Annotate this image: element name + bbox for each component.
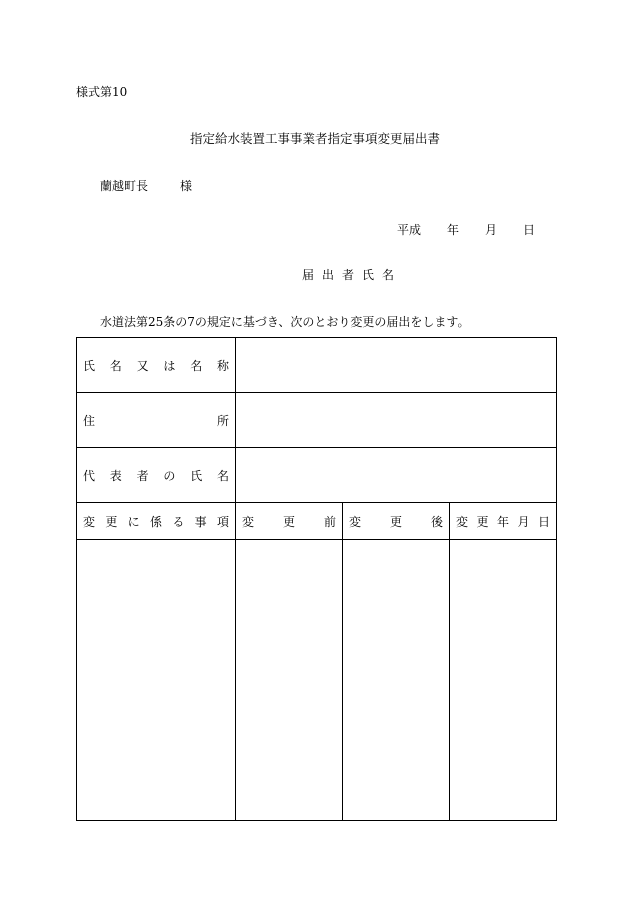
label-char: 事 xyxy=(194,514,207,529)
label-char: 更 xyxy=(476,514,489,529)
label-char: 更 xyxy=(282,514,295,529)
label-char: 住 xyxy=(83,413,96,428)
entry-before[interactable] xyxy=(236,540,343,821)
header-after xyxy=(343,503,450,540)
label-char: 表 xyxy=(109,468,122,483)
entry-row xyxy=(77,540,557,821)
date-day: 日 xyxy=(523,223,536,237)
label-char: 年 xyxy=(497,514,510,529)
label-address xyxy=(77,393,236,448)
row-name xyxy=(77,338,557,393)
label-char: 係 xyxy=(149,514,162,529)
header-change-date xyxy=(450,503,557,540)
header-row xyxy=(77,503,557,540)
addressee xyxy=(100,180,192,192)
date-line xyxy=(397,224,535,236)
intro-text: 水道法第25条の7の規定に基づき、次のとおり変更の届出をします。 xyxy=(100,315,470,329)
row-address xyxy=(77,393,557,448)
document-title: 指定給水装置工事事業者指定事項変更届出書 xyxy=(189,131,440,146)
label-name xyxy=(77,338,236,393)
label-char: 前 xyxy=(323,514,336,529)
label-char: る xyxy=(172,514,185,529)
input-representative[interactable] xyxy=(236,448,557,503)
label-char: 後 xyxy=(430,514,443,529)
label-char: 変 xyxy=(456,514,469,529)
label-char: 名 xyxy=(190,358,203,373)
label-char: 名 xyxy=(109,358,122,373)
label-char: 項 xyxy=(216,514,229,529)
label-char: 氏 xyxy=(83,358,96,373)
label-char: 所 xyxy=(216,413,229,428)
label-char: 更 xyxy=(389,514,402,529)
entry-change-item[interactable] xyxy=(77,540,236,821)
label-representative xyxy=(77,448,236,503)
date-year: 年 xyxy=(447,223,460,237)
entry-change-date[interactable] xyxy=(450,540,557,821)
label-char: 称 xyxy=(216,358,229,373)
label-char: 代 xyxy=(83,468,96,483)
label-char: 又 xyxy=(136,358,149,373)
label-char: 氏 xyxy=(190,468,203,483)
notifier-name-label: 届出者氏名 xyxy=(302,268,403,282)
label-char: 変 xyxy=(349,514,362,529)
label-name-chars xyxy=(83,357,229,374)
input-name[interactable] xyxy=(236,338,557,393)
label-char: 名 xyxy=(216,468,229,483)
entry-after[interactable] xyxy=(343,540,450,821)
label-char: は xyxy=(163,358,176,373)
label-char: 者 xyxy=(136,468,149,483)
label-char: の xyxy=(163,468,176,483)
form-table xyxy=(76,337,557,821)
date-month: 月 xyxy=(485,223,498,237)
label-address-chars xyxy=(83,412,229,429)
date-era: 平成 xyxy=(397,223,422,237)
label-char: 日 xyxy=(538,514,551,529)
label-representative-chars xyxy=(83,467,229,484)
form-number: 様式第10 xyxy=(76,85,128,99)
header-change-item xyxy=(77,503,236,540)
label-char: 変 xyxy=(242,514,255,529)
addressee-honorific: 様 xyxy=(180,179,193,193)
label-char: 月 xyxy=(517,514,530,529)
addressee-name: 蘭越町長 xyxy=(100,179,149,193)
label-char: 更 xyxy=(105,514,118,529)
input-address[interactable] xyxy=(236,393,557,448)
header-before xyxy=(236,503,343,540)
row-representative xyxy=(77,448,557,503)
label-char: に xyxy=(127,514,140,529)
label-char: 変 xyxy=(83,514,96,529)
